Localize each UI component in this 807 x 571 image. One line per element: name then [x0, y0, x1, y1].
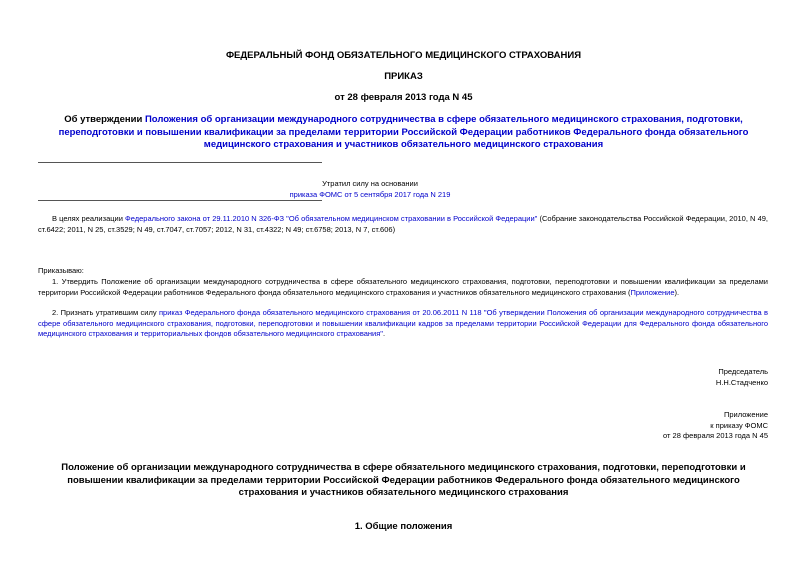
divider-top: [38, 162, 322, 163]
title-link[interactable]: Положения об организации международного сотрудничества в сфере обязательного медицинского страхования, подготовки, переподготовки и повышении квалификации за пределами территории Российской Федерации работников Федерального фонда обязательного медицинского страхования и участников обязательного медицинского страхования: [58, 114, 749, 150]
preamble-text-end: (Собрание законодательства Российской Федерации, 2010, N 49, ст.6422; 2011, N 25, ст.3529; N 49, ст.7047, ст.7057; 2012, N 31, ст.4322; N 49; ст.6758; 2013, N 7, ст.606): [38, 214, 769, 234]
document-title: [40, 114, 767, 152]
preamble-text-start: В целях реализации: [52, 214, 126, 223]
title-prefix: Об утверждении: [64, 114, 145, 125]
signer-name: Н.Н.Стадченко: [715, 377, 768, 387]
appendix-line-2: к приказу ФОМС: [710, 420, 768, 430]
appendix-title: Положение об организации международного сотрудничества в сфере обязательного медицинского страхования, подготовки, переподготовки и повышении квалификации за пределами территории Российской Федерации работников Федерального фонда обязательного медицинского страхования и участников обязательного медицинского страхования: [61, 462, 746, 498]
lost-force-text: Утратил силу на основании: [322, 179, 418, 188]
lost-force-link[interactable]: приказа ФОМС от 5 сентября 2017 года N 219: [289, 190, 451, 199]
signer-position: Председатель: [718, 367, 768, 376]
item-2-end: .: [382, 329, 386, 338]
appendix-reference: [500, 410, 768, 442]
document-type: ПРИКАЗ: [384, 71, 423, 82]
repealed-order-link[interactable]: приказ Федерального фонда обязательного медицинского страхования от 20.06.2011 N 118 "Об утверждении Положения об организации международного сотрудничества в сфере обязательного медицинского страхования, подготовки, переподготовки и повышении квалификации кадров за пределами территории Российской Федерации для Федерального фонда обязательного медицинского страхования и территориальных фондов обязательного медицинского страхования": [38, 308, 769, 338]
order-word: Приказываю:: [38, 266, 84, 275]
item-1-text: 1. Утвердить Положение об организации международного сотрудничества в сфере обязательного медицинского страхования, подготовки, переподготовки и повышении квалификации за пределами территории Российской Федерации работников Федерального фонда обязательного медицинского страхования и участников обязательного медицинского страхования (: [38, 277, 768, 297]
item-2-text: 2. Признать утратившим силу: [52, 308, 159, 317]
item-1-end: ).: [674, 287, 680, 297]
preamble-paragraph: [38, 214, 768, 235]
item-2-paragraph: [38, 308, 768, 340]
signature-block: [500, 367, 768, 388]
federal-law-link[interactable]: Федерального закона от 29.11.2010 N 326-ФЗ "Об обязательном медицинском страховании в Российской Федерации": [125, 214, 538, 223]
section-heading: 1. Общие положения: [354, 521, 453, 532]
lost-force-note: [200, 178, 540, 200]
appendix-link[interactable]: Приложение: [630, 287, 675, 297]
appendix-line-3: от 28 февраля 2013 года N 45: [663, 431, 768, 440]
appendix-line-1: Приложение: [724, 410, 768, 419]
document-date-number: от 28 февраля 2013 года N 45: [334, 92, 473, 103]
item-1-paragraph: [38, 277, 768, 298]
divider-bottom: [38, 200, 322, 201]
organization-heading: ФЕДЕРАЛЬНЫЙ ФОНД ОБЯЗАТЕЛЬНОГО МЕДИЦИНСКОГО СТРАХОВАНИЯ: [225, 50, 582, 61]
